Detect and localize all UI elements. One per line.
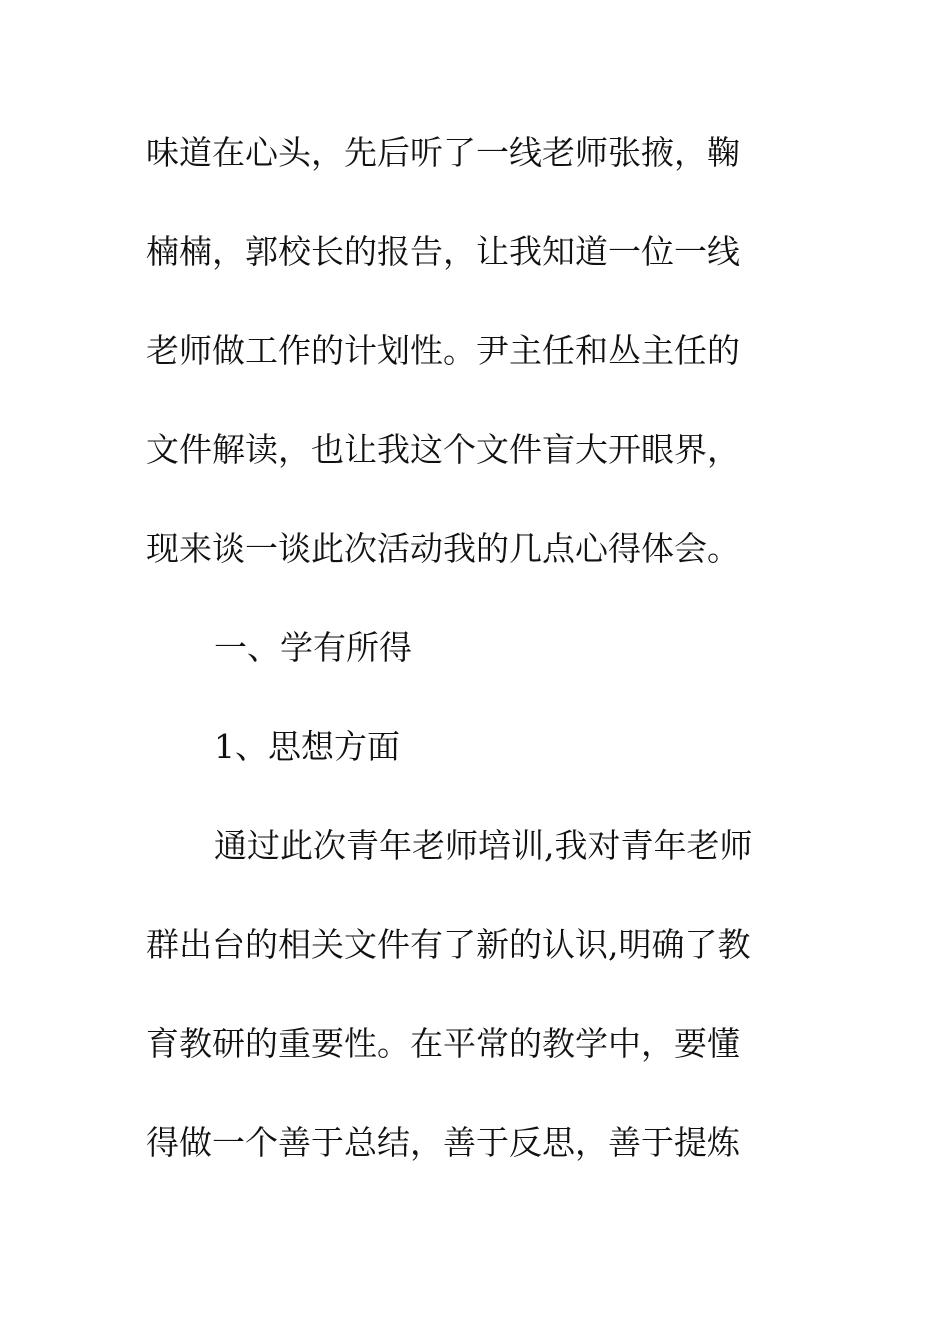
paragraph-line: 味道在心头，先后听了一线老师张掖，鞠 bbox=[146, 133, 740, 172]
paragraph-line: 老师做工作的计划性。尹主任和丛主任的 bbox=[146, 331, 740, 370]
paragraph-line: 育教研的重要性。在平常的教学中，要懂 bbox=[146, 1024, 740, 1063]
section-heading: 一、学有所得 bbox=[214, 628, 412, 667]
paragraph-line: 得做一个善于总结，善于反思，善于提炼 bbox=[146, 1123, 740, 1162]
paragraph-line: 通过此次青年老师培训,我对青年老师 bbox=[214, 826, 753, 865]
subsection-heading: 1、思想方面 bbox=[214, 727, 400, 766]
paragraph-line: 楠楠，郭校长的报告，让我知道一位一线 bbox=[146, 232, 740, 271]
paragraph-line: 群出台的相关文件有了新的认识,明确了教 bbox=[146, 925, 751, 964]
paragraph-line: 文件解读，也让我这个文件盲大开眼界， bbox=[146, 430, 740, 469]
paragraph-line: 现来谈一谈此次活动我的几点心得体会。 bbox=[146, 529, 740, 568]
